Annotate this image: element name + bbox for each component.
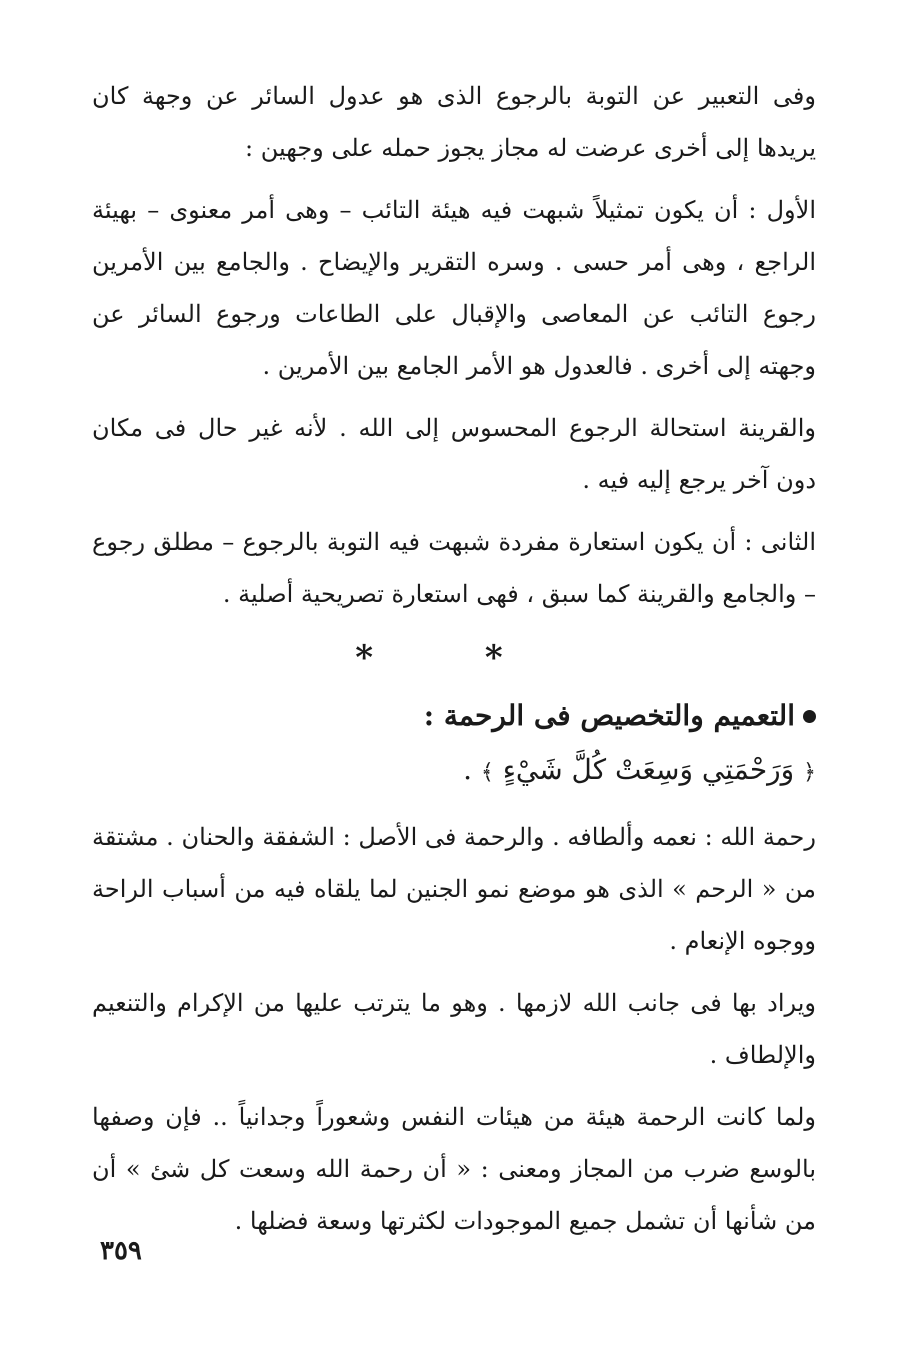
quran-verse	[92, 742, 816, 801]
verse-end-mark: .	[463, 753, 472, 786]
section-heading	[92, 690, 816, 742]
verse-open-bracket: ﴿	[803, 760, 816, 785]
section-heading-text: التعميم والتخصيص فى الرحمة :	[423, 699, 795, 732]
verse-close-bracket: ﴾	[480, 760, 494, 785]
paragraph-second-view: الثانى : أن يكون استعارة مفردة شبهت فيه التوبة بالرجوع – مطلق رجوع – والجامع والقرينة كما سبق ، فهى استعارة تصريحية أصلية .	[92, 528, 816, 608]
paragraph-first-view: الأول : أن يكون تمثيلاً شبهت فيه هيئة التائب – وهى أمر معنوى – بهيئة الراجع ، وهى أمر حسى . وسره التقرير والإيضاح . والجامع بين الأمرين رجوع التائب عن المعاصى والإقبال على الطاعات ورجوع السائر عن وجهته إلى أخرى . فالعدول هو الأمر الجامع بين الأمرين .	[92, 196, 816, 380]
bullet-icon	[803, 710, 816, 723]
page-number: ٣٥٩	[100, 1236, 142, 1266]
paragraph-mercy-metaphor: ولما كانت الرحمة هيئة من هيئات النفس وشعوراً وجدانياً .. فإن وصفها بالوسع ضرب من المجاز ومعنى : « أن رحمة الله وسعت كل شئ » أن من شأنها أن تشمل جميع الموجودات لكثرتها وسعة فضلها .	[92, 1103, 816, 1235]
section-separator: * *	[355, 638, 553, 678]
paragraph-context: والقرينة استحالة الرجوع المحسوس إلى الله . لأنه غير حال فى مكان دون آخر يرجع إليه فيه .	[92, 414, 816, 494]
verse-text: وَرَحْمَتِي وَسِعَتْ كُلَّ شَيْءٍ	[502, 753, 795, 786]
page-body	[92, 70, 816, 1257]
paragraph-intro: وفى التعبير عن التوبة بالرجوع الذى هو عدول السائر عن وجهة كان يريدها إلى أخرى عرضت له مجاز يجوز حمله على وجهين :	[92, 82, 816, 162]
paragraph-mercy-definition: رحمة الله : نعمه وألطافه . والرحمة فى الأصل : الشفقة والحنان . مشتقة من « الرحم » الذى هو موضع نمو الجنين لما يلقاه فيه من أسباب الراحة ووجوه الإنعام .	[92, 823, 816, 955]
paragraph-mercy-meaning: ويراد بها فى جانب الله لازمها . وهو ما يترتب عليها من الإكرام والتنعيم والإلطاف .	[92, 989, 816, 1069]
